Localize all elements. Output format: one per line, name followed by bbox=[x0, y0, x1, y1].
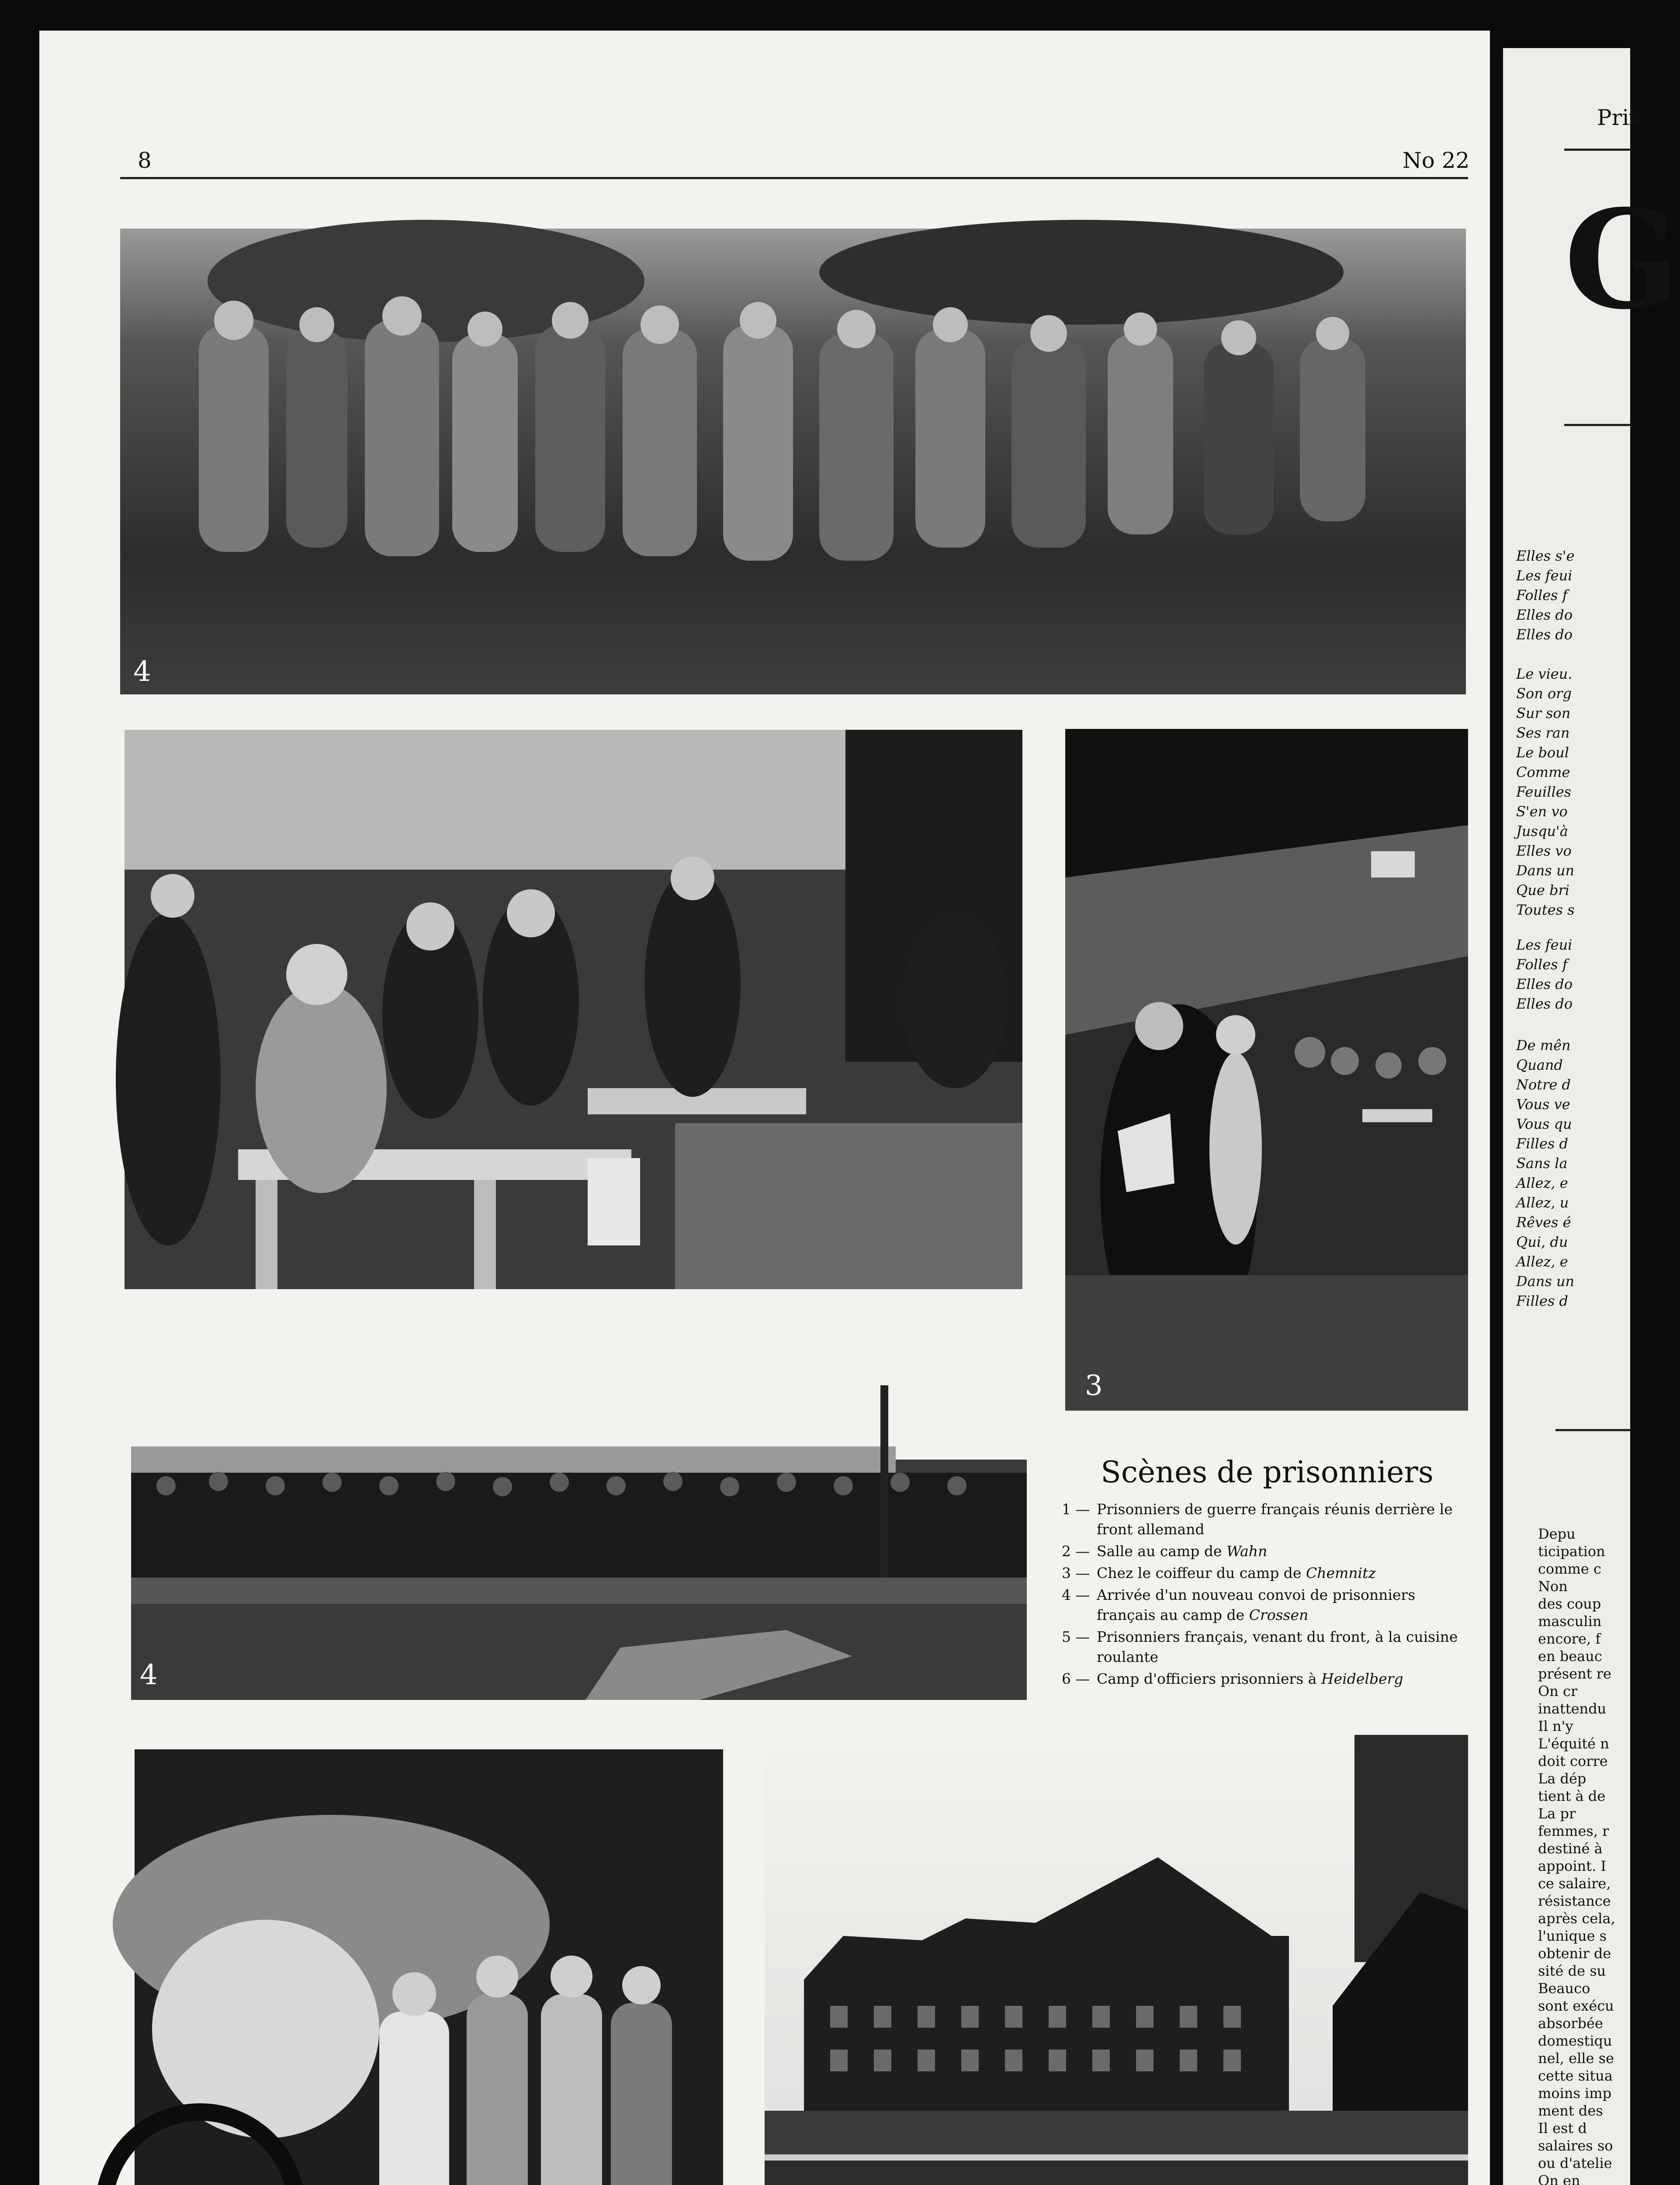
photo-camp-heidelberg bbox=[765, 1735, 1468, 2185]
page-number: 8 bbox=[138, 148, 152, 173]
poem-stanza: Le vieu. Son org Sur son Ses ran Le boul Comme Feuilles S'en vo Jusqu'à Elles vo Dans un Que bri Toutes s bbox=[1516, 666, 1575, 918]
facing-prose: Depu ticipation comme c Non des coup masculin encore, f en beauc présent re On cr inattendu Il n'y L'équité n doit corre La dép tient à de La pr femmes, r destiné à appoint. I ce salaire, résistance après cela, l'unique s obtenir de sité de su Beauco sont exécu absorbée domestiqu nel, elle se cette situa moins imp ment des Il est d salaires so ou d'atelie On en bbox=[1538, 1526, 1615, 2185]
facing-header: Prix bbox=[1597, 105, 1642, 130]
facing-rule bbox=[1564, 149, 1630, 151]
facing-page bbox=[1503, 48, 1680, 2185]
caption-item: 4 — Arrivée d'un nouveau convoi de prisonniers français au camp de Crossen bbox=[1062, 1586, 1416, 1623]
poem-stanza: Les feui Folles f Elles do Elles do bbox=[1516, 936, 1573, 1012]
poem-stanza: Elles s'e Les feui Folles f Elles do Elles do bbox=[1516, 548, 1575, 643]
photo-label: 3 bbox=[1085, 1370, 1103, 1402]
photo-convoi-crossen bbox=[131, 1385, 1027, 1700]
caption-list bbox=[1062, 1499, 1472, 1689]
caption-item: 2 — Salle au camp de Wahn bbox=[1062, 1543, 1268, 1560]
photo-label: 4 bbox=[133, 656, 151, 688]
caption-item: 6 — Camp d'officiers prisonniers à Heidelberg bbox=[1062, 1670, 1403, 1687]
caption-item: 5 — Prisonniers français, venant du front, à la cuisine roulante bbox=[1062, 1628, 1458, 1665]
caption-title: Scènes de prisonniers bbox=[1101, 1455, 1434, 1490]
facing-rule bbox=[1555, 1429, 1630, 1431]
caption-item: 1 — Prisonniers de guerre français réunis derrière le front allemand bbox=[1062, 1501, 1453, 1538]
photo-label: 4 bbox=[140, 1659, 158, 1691]
caption-item: 3 — Chez le coiffeur du camp de Chemnitz bbox=[1062, 1564, 1376, 1582]
poem-stanza: De mên Quand Notre d Vous ve Vous qu Filles d Sans la Allez, e Allez, u Rêves é Qui, du Allez, e Dans un Filles d bbox=[1516, 1037, 1575, 1309]
facing-rule bbox=[1564, 424, 1630, 426]
photo-prisoners-behind-front bbox=[120, 229, 1466, 694]
caption-block bbox=[1062, 1455, 1472, 1691]
photo-coiffeur-chemnitz bbox=[1065, 729, 1468, 1411]
photo-salle-wahn bbox=[125, 730, 1022, 1289]
facing-title-letter: G bbox=[1564, 180, 1680, 340]
issue-number: No 22 bbox=[1403, 148, 1470, 173]
header-rule bbox=[120, 177, 1468, 179]
photo-cuisine-roulante bbox=[135, 1749, 723, 2185]
